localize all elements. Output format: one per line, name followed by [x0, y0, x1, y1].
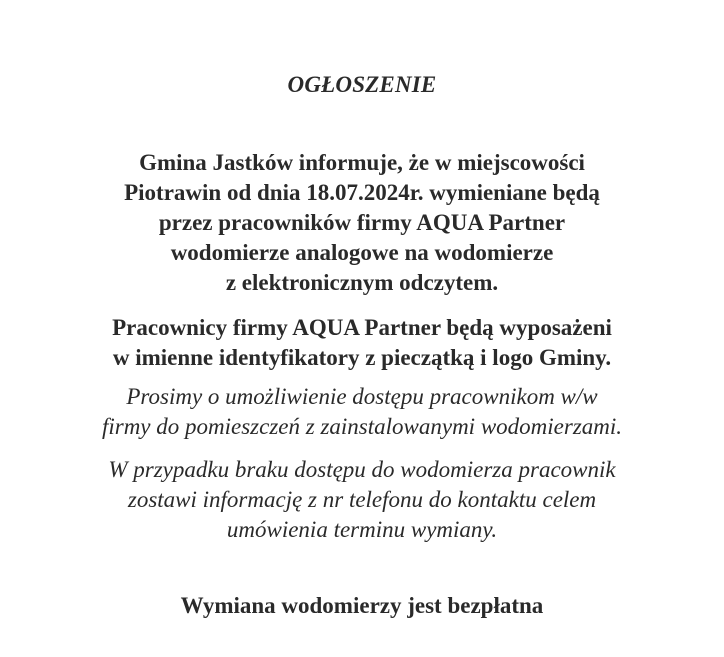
- access-request-line: firmy do pomieszczeń z zainstalowanymi wodomierzami.: [101, 414, 623, 439]
- no-access-line: umówienia terminu wymiany.: [226, 517, 498, 542]
- free-replacement-footer: Wymiana wodomierzy jest bezpłatna: [180, 593, 544, 618]
- notice-title: OGŁOSZENIE: [287, 72, 437, 97]
- access-request-paragraph: [0, 382, 724, 442]
- identification-paragraph: [0, 313, 724, 373]
- no-access-line: W przypadku braku dostępu do wodomierza pracownik: [108, 457, 616, 482]
- no-access-paragraph: [0, 455, 724, 545]
- no-access-line: zostawi informację z nr telefonu do kontaktu celem: [127, 487, 597, 512]
- info-line: Piotrawin od dnia 18.07.2024r. wymieniane będą: [124, 180, 600, 205]
- identification-line: w imienne identyfikatory z pieczątką i logo Gminy.: [112, 345, 612, 370]
- identification-line: Pracownicy firmy AQUA Partner będą wyposażeni: [112, 315, 612, 340]
- info-line: z elektronicznym odczytem.: [225, 270, 499, 295]
- info-paragraph: [0, 148, 724, 298]
- info-line: Gmina Jastków informuje, że w miejscowości: [139, 150, 585, 175]
- info-line: wodomierze analogowe na wodomierze: [170, 240, 554, 265]
- info-line: przez pracowników firmy AQUA Partner: [158, 210, 566, 235]
- access-request-line: Prosimy o umożliwienie dostępu pracownikom w/w: [126, 384, 598, 409]
